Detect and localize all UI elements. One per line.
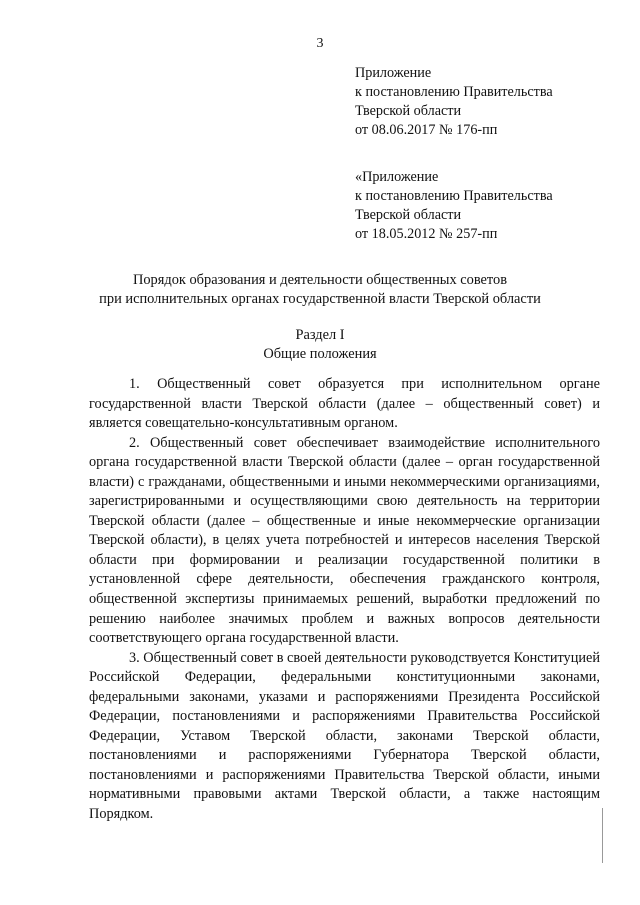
appendix-date-number: от 08.06.2017 № 176-пп — [355, 122, 498, 138]
paragraph-1: 1. Общественный совет образуется при исполнительном органе государственной власти Тверской области (далее – общественный совет) и является совещательно-консультативным органом. — [89, 376, 600, 432]
appendix-resolution-ref: к постановлению Правительства — [355, 84, 553, 100]
document-title — [40, 271, 600, 309]
appendix-header-current — [355, 64, 625, 140]
document-title-line-2: при исполнительных органах государственной власти Тверской области — [99, 291, 541, 307]
paragraph-3: 3. Общественный совет в своей деятельности руководствуется Конституцией Российской Федерации, федеральными конституционными законами, федеральными законами, указами и распоряжениями Президента Российской Федерации, постановлениями и распоряжениями Правительства Российской Федерации, Уставом Тверской области, законами Тверской области, постановлениями и распоряжениями Губернатора Тверской области, постановлениями и распоряжениями Правительства Тверской области, иными нормативными правовыми актами Тверской области, а также настоящим Порядком. — [89, 649, 600, 823]
appendix-region: Тверской области — [355, 103, 462, 119]
document-body — [89, 375, 600, 825]
paragraph-2: 2. Общественный совет обеспечивает взаимодействие исполнительного органа государственной власти Тверской области (далее – орган государственной власти) с гражданами, общественными и иными некоммерческими организациями, зарегистрированными и осуществляющими свою деятельность на территории Тверской области (далее – общественные и иные некоммерческие организации Тверской области), в целях учета потребностей и интересов населения Тверской области при формировании и реализации государственной политики в установленной сфере деятельности, обеспечения гражданского контроля, общественной экспертизы принимаемых решений, выработки предложений по решению наиболее значимых проблем и важных вопросов деятельности соответствующего органа государственной власти. — [89, 434, 600, 647]
appendix-label: «Приложение — [355, 169, 439, 185]
section-name: Общие положения — [263, 346, 377, 362]
appendix-resolution-ref: к постановлению Правительства — [355, 188, 553, 204]
document-title-line-1: Порядок образования и деятельности общественных советов — [132, 272, 508, 288]
section-number: Раздел I — [295, 327, 345, 343]
appendix-region: Тверской области — [355, 207, 462, 223]
appendix-label: Приложение — [355, 65, 432, 81]
page-number: 3 — [316, 36, 324, 51]
scan-margin-line — [602, 808, 603, 863]
appendix-date-number: от 18.05.2012 № 257-пп — [355, 226, 498, 242]
appendix-header-original — [355, 168, 625, 244]
section-heading — [40, 326, 600, 364]
